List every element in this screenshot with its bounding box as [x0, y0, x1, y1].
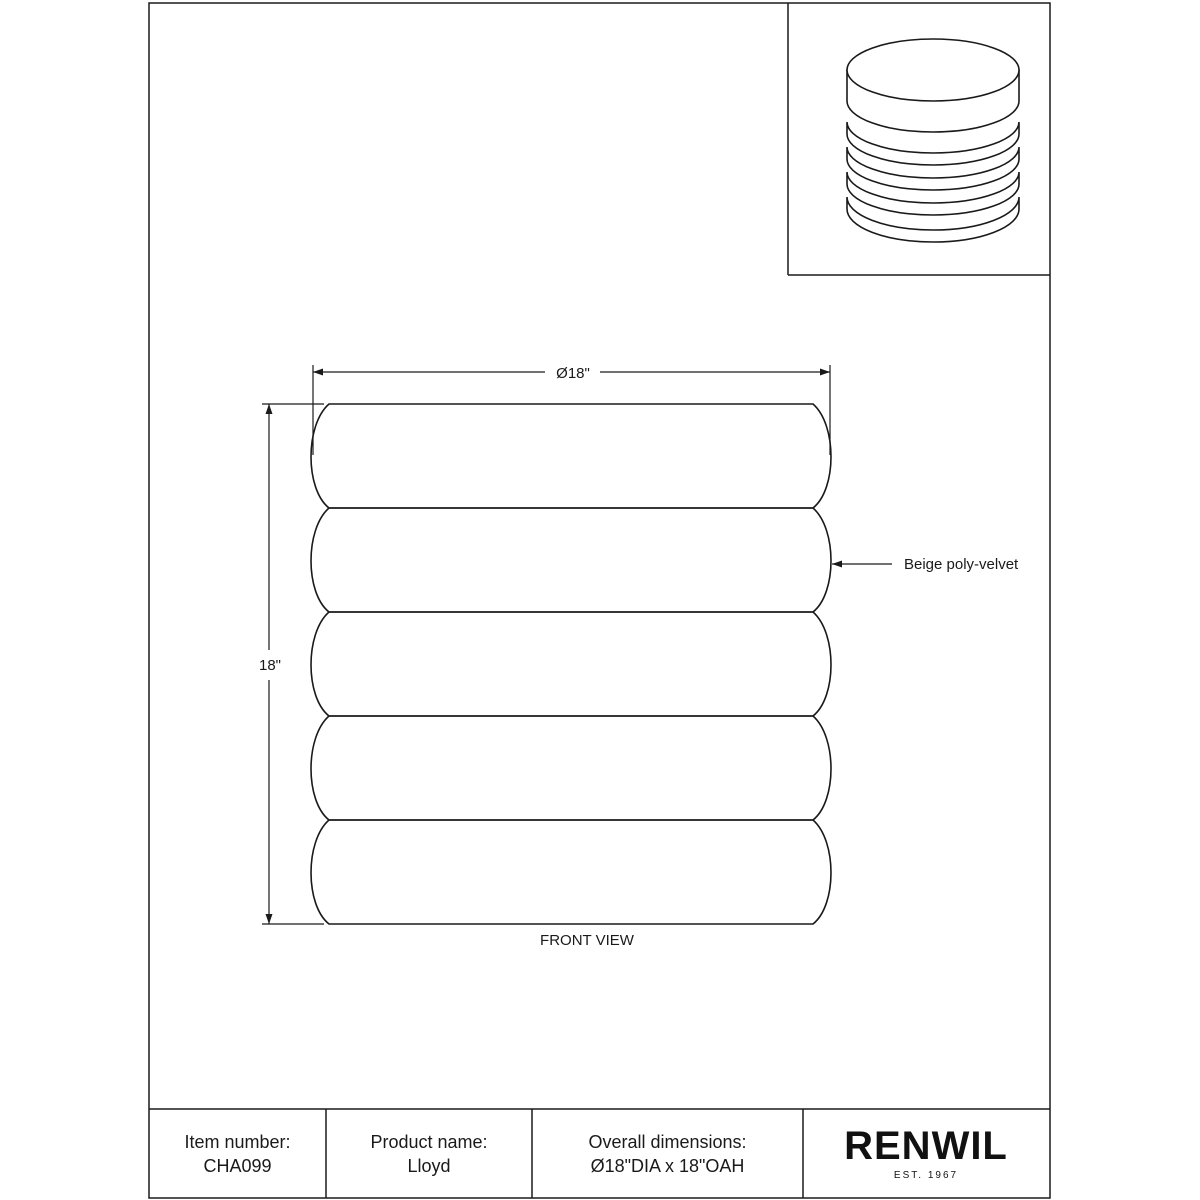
perspective-thumbnail	[788, 3, 1050, 275]
front-view-label: FRONT VIEW	[540, 932, 634, 949]
front-ring-5	[311, 820, 831, 924]
front-ring-1	[311, 404, 831, 508]
dimensions-value: Ø18"DIA x 18"OAH	[590, 1155, 745, 1176]
dimensions-cell	[532, 1109, 803, 1198]
material-callout-label: Beige poly-velvet	[904, 556, 1019, 573]
front-ring-2	[311, 508, 831, 612]
product-name-value: Lloyd	[407, 1155, 451, 1176]
brand-name: RENWIL	[844, 1124, 1008, 1168]
product-name-cell	[326, 1109, 532, 1198]
width-dimension-label: Ø18"	[556, 365, 590, 382]
ottoman-perspective-drawing	[847, 39, 1019, 242]
front-view-drawing	[311, 404, 831, 924]
brand-established: EST. 1967	[893, 1170, 959, 1181]
perspective-top-ellipse	[847, 39, 1019, 101]
brand-logo	[803, 1109, 1049, 1198]
front-ring-4	[311, 716, 831, 820]
product-name-label: Product name:	[370, 1131, 488, 1152]
item-number-label: Item number:	[184, 1131, 291, 1152]
item-number-value: CHA099	[203, 1155, 272, 1176]
front-ring-3	[311, 612, 831, 716]
height-dimension-label: 18"	[258, 657, 282, 674]
dimensions-label: Overall dimensions:	[588, 1131, 747, 1152]
item-number-cell	[149, 1109, 326, 1198]
